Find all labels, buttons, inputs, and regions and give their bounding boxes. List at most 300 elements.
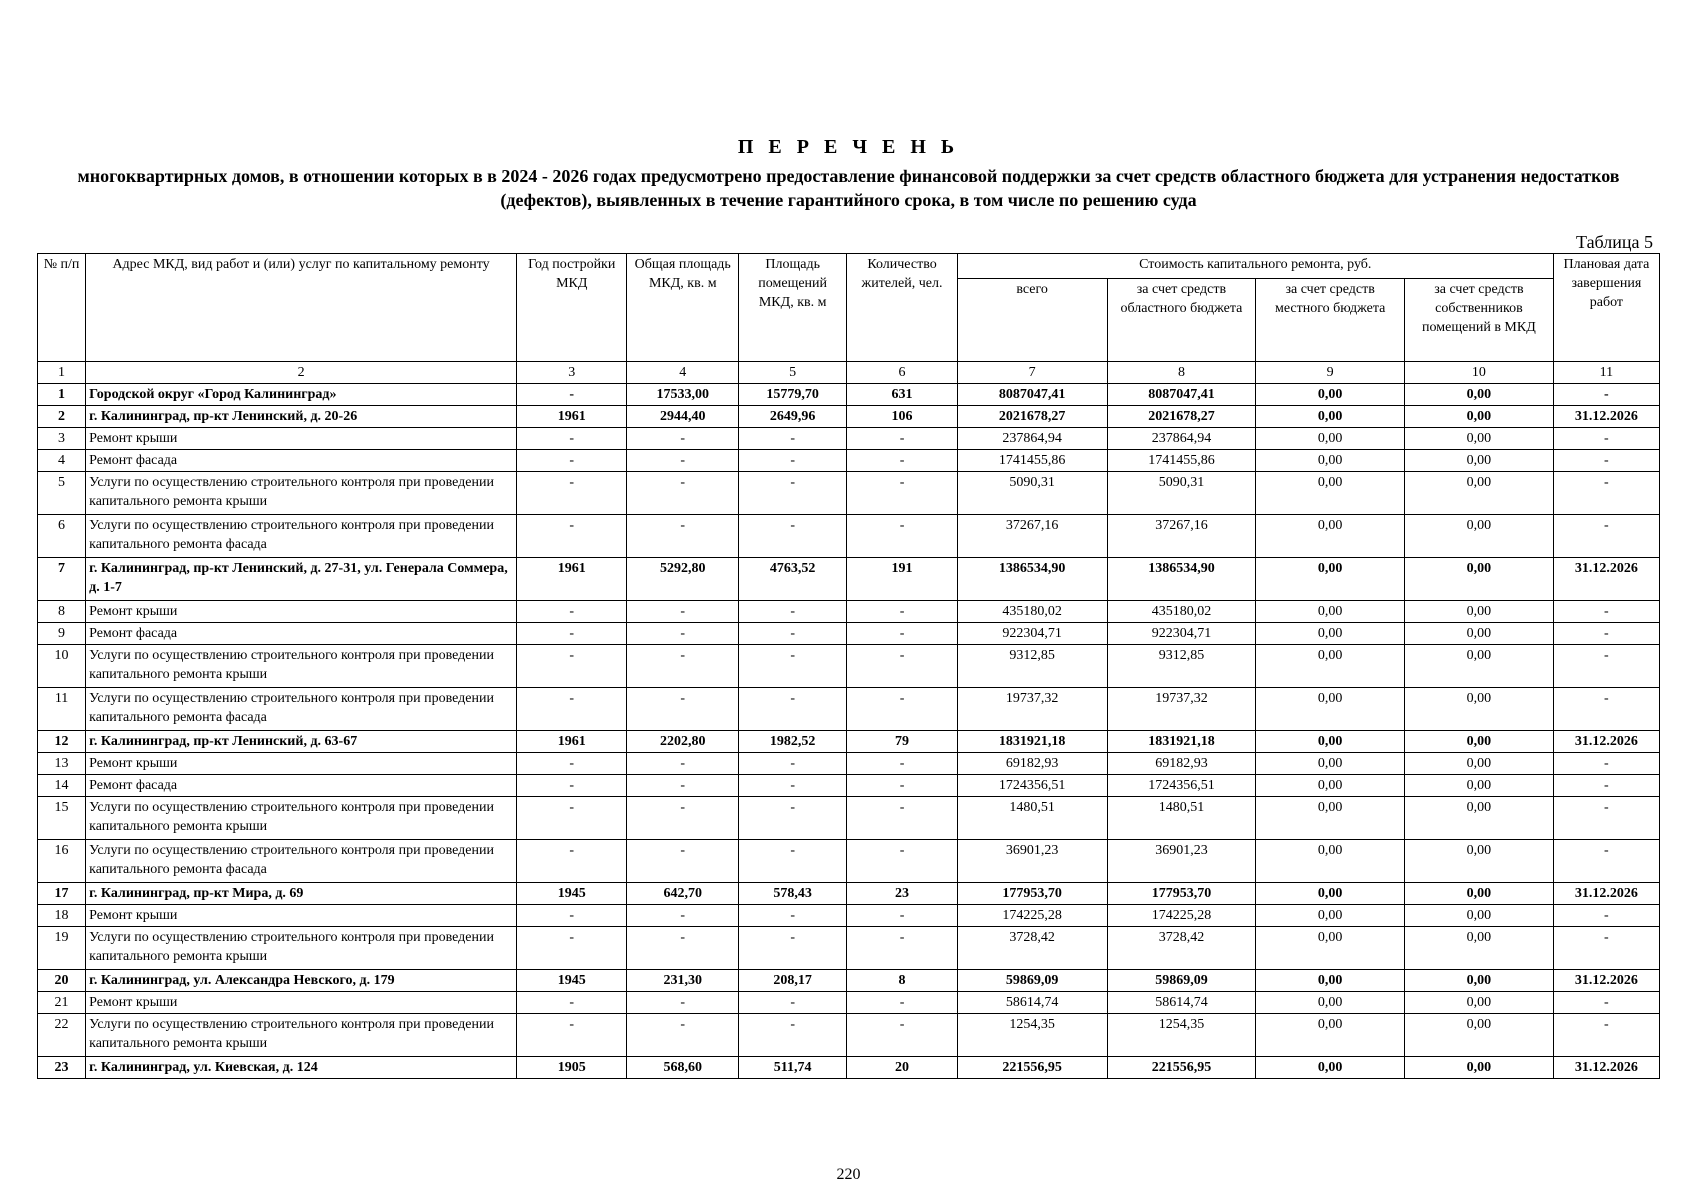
row-cost-total-cell: 1480,51 <box>957 797 1107 840</box>
row-cost-regional-cell: 59869,09 <box>1107 970 1256 992</box>
row-number-cell: 23 <box>38 1057 86 1079</box>
row-year-cell: - <box>517 927 627 970</box>
row-total-area-cell: - <box>627 753 739 775</box>
row-cost-total-cell: 59869,09 <box>957 970 1107 992</box>
row-year-cell: - <box>517 775 627 797</box>
row-cost-local-cell: 0,00 <box>1256 883 1405 905</box>
row-cost-total-cell: 174225,28 <box>957 905 1107 927</box>
row-cost-total-cell: 9312,85 <box>957 645 1107 688</box>
row-cost-owners-cell: 0,00 <box>1405 905 1554 927</box>
row-year-cell: - <box>517 645 627 688</box>
row-name-cell: Ремонт крыши <box>86 753 517 775</box>
row-name-cell: г. Калининград, пр-кт Ленинский, д. 20-26 <box>86 406 517 428</box>
row-residents-cell: - <box>847 601 957 623</box>
row-residents-cell: 631 <box>847 384 957 406</box>
row-cost-owners-cell: 0,00 <box>1405 623 1554 645</box>
row-total-area-cell: - <box>627 927 739 970</box>
row-cost-owners-cell: 0,00 <box>1405 384 1554 406</box>
column-number: 1 <box>38 362 86 384</box>
row-total-area-cell: - <box>627 840 739 883</box>
table-row <box>38 558 1660 601</box>
row-name-cell: Услуги по осуществлению строительного контроля при проведении капитального ремонта крыши <box>86 1014 517 1057</box>
row-room-area-cell: - <box>739 450 847 472</box>
header-num: № п/п <box>38 254 86 362</box>
row-room-area-cell: - <box>739 905 847 927</box>
row-end-date-cell: 31.12.2026 <box>1553 1057 1659 1079</box>
row-number-cell: 20 <box>38 970 86 992</box>
column-number: 11 <box>1553 362 1659 384</box>
header-cost-owners: за счет средств собственников помещений в МКД <box>1405 279 1554 362</box>
row-name-cell: г. Калининград, пр-кт Ленинский, д. 63-67 <box>86 731 517 753</box>
row-cost-owners-cell: 0,00 <box>1405 775 1554 797</box>
row-end-date-cell: - <box>1553 753 1659 775</box>
row-cost-total-cell: 36901,23 <box>957 840 1107 883</box>
table-row <box>38 688 1660 731</box>
row-room-area-cell: - <box>739 840 847 883</box>
row-residents-cell: 23 <box>847 883 957 905</box>
row-cost-owners-cell: 0,00 <box>1405 558 1554 601</box>
row-cost-owners-cell: 0,00 <box>1405 927 1554 970</box>
row-number-cell: 9 <box>38 623 86 645</box>
row-room-area-cell: - <box>739 992 847 1014</box>
table-row <box>38 645 1660 688</box>
row-residents-cell: 79 <box>847 731 957 753</box>
row-name-cell: Городской округ «Город Калининград» <box>86 384 517 406</box>
row-number-cell: 22 <box>38 1014 86 1057</box>
row-cost-owners-cell: 0,00 <box>1405 731 1554 753</box>
row-cost-regional-cell: 8087047,41 <box>1107 384 1256 406</box>
header-room-area: Площадь помещений МКД, кв. м <box>739 254 847 362</box>
table-row <box>38 450 1660 472</box>
column-number: 6 <box>847 362 957 384</box>
row-number-cell: 15 <box>38 797 86 840</box>
row-number-cell: 5 <box>38 472 86 515</box>
row-residents-cell: - <box>847 515 957 558</box>
row-end-date-cell: - <box>1553 472 1659 515</box>
row-residents-cell: - <box>847 840 957 883</box>
row-room-area-cell: - <box>739 797 847 840</box>
row-cost-local-cell: 0,00 <box>1256 384 1405 406</box>
row-total-area-cell: - <box>627 775 739 797</box>
table-row <box>38 731 1660 753</box>
header-year: Год постройки МКД <box>517 254 627 362</box>
row-cost-total-cell: 69182,93 <box>957 753 1107 775</box>
column-number: 4 <box>627 362 739 384</box>
row-name-cell: Услуги по осуществлению строительного контроля при проведении капитального ремонта фасада <box>86 515 517 558</box>
row-cost-total-cell: 2021678,27 <box>957 406 1107 428</box>
row-cost-owners-cell: 0,00 <box>1405 406 1554 428</box>
row-year-cell: - <box>517 384 627 406</box>
row-year-cell: - <box>517 840 627 883</box>
row-room-area-cell: 2649,96 <box>739 406 847 428</box>
row-end-date-cell: - <box>1553 428 1659 450</box>
row-room-area-cell: 1982,52 <box>739 731 847 753</box>
row-cost-total-cell: 37267,16 <box>957 515 1107 558</box>
table-row <box>38 1057 1660 1079</box>
row-name-cell: Услуги по осуществлению строительного контроля при проведении капитального ремонта фасада <box>86 840 517 883</box>
row-total-area-cell: 231,30 <box>627 970 739 992</box>
row-total-area-cell: - <box>627 450 739 472</box>
row-residents-cell: 106 <box>847 406 957 428</box>
table-row <box>38 775 1660 797</box>
row-total-area-cell: 568,60 <box>627 1057 739 1079</box>
row-cost-total-cell: 1386534,90 <box>957 558 1107 601</box>
row-year-cell: 1961 <box>517 731 627 753</box>
row-cost-owners-cell: 0,00 <box>1405 515 1554 558</box>
table-label: Таблица 5 <box>1576 232 1653 252</box>
row-total-area-cell: - <box>627 1014 739 1057</box>
table-header <box>38 254 1660 384</box>
row-cost-regional-cell: 5090,31 <box>1107 472 1256 515</box>
column-number: 3 <box>517 362 627 384</box>
table-row <box>38 797 1660 840</box>
table-row <box>38 927 1660 970</box>
row-number-cell: 1 <box>38 384 86 406</box>
row-total-area-cell: 2202,80 <box>627 731 739 753</box>
row-residents-cell: - <box>847 472 957 515</box>
row-total-area-cell: - <box>627 623 739 645</box>
row-cost-local-cell: 0,00 <box>1256 970 1405 992</box>
header-residents: Количество жителей, чел. <box>847 254 957 362</box>
row-end-date-cell: 31.12.2026 <box>1553 558 1659 601</box>
row-number-cell: 13 <box>38 753 86 775</box>
row-name-cell: г. Калининград, пр-кт Ленинский, д. 27-31, ул. Генерала Соммера, д. 1-7 <box>86 558 517 601</box>
row-room-area-cell: - <box>739 775 847 797</box>
row-end-date-cell: - <box>1553 515 1659 558</box>
row-cost-regional-cell: 177953,70 <box>1107 883 1256 905</box>
row-residents-cell: - <box>847 927 957 970</box>
row-cost-regional-cell: 2021678,27 <box>1107 406 1256 428</box>
row-cost-owners-cell: 0,00 <box>1405 970 1554 992</box>
row-cost-local-cell: 0,00 <box>1256 645 1405 688</box>
row-cost-local-cell: 0,00 <box>1256 515 1405 558</box>
row-cost-local-cell: 0,00 <box>1256 450 1405 472</box>
row-cost-regional-cell: 36901,23 <box>1107 840 1256 883</box>
row-cost-owners-cell: 0,00 <box>1405 428 1554 450</box>
row-room-area-cell: 511,74 <box>739 1057 847 1079</box>
row-name-cell: Услуги по осуществлению строительного контроля при проведении капитального ремонта крыши <box>86 472 517 515</box>
row-end-date-cell: - <box>1553 905 1659 927</box>
row-cost-total-cell: 1254,35 <box>957 1014 1107 1057</box>
row-cost-total-cell: 435180,02 <box>957 601 1107 623</box>
row-number-cell: 11 <box>38 688 86 731</box>
row-end-date-cell: 31.12.2026 <box>1553 406 1659 428</box>
row-cost-local-cell: 0,00 <box>1256 905 1405 927</box>
row-cost-regional-cell: 37267,16 <box>1107 515 1256 558</box>
row-end-date-cell: - <box>1553 450 1659 472</box>
row-cost-total-cell: 5090,31 <box>957 472 1107 515</box>
row-room-area-cell: - <box>739 645 847 688</box>
row-total-area-cell: 2944,40 <box>627 406 739 428</box>
row-year-cell: - <box>517 515 627 558</box>
row-name-cell: Услуги по осуществлению строительного контроля при проведении капитального ремонта крыши <box>86 797 517 840</box>
row-year-cell: 1961 <box>517 558 627 601</box>
row-cost-regional-cell: 3728,42 <box>1107 927 1256 970</box>
table-row <box>38 1014 1660 1057</box>
row-residents-cell: 191 <box>847 558 957 601</box>
repair-list-table <box>37 253 1660 1079</box>
row-room-area-cell: - <box>739 515 847 558</box>
row-residents-cell: - <box>847 775 957 797</box>
row-cost-total-cell: 8087047,41 <box>957 384 1107 406</box>
row-end-date-cell: - <box>1553 688 1659 731</box>
row-end-date-cell: - <box>1553 384 1659 406</box>
row-year-cell: 1905 <box>517 1057 627 1079</box>
row-residents-cell: - <box>847 645 957 688</box>
row-room-area-cell: - <box>739 428 847 450</box>
row-cost-owners-cell: 0,00 <box>1405 645 1554 688</box>
header-cost-total: всего <box>957 279 1107 362</box>
row-residents-cell: - <box>847 450 957 472</box>
row-total-area-cell: - <box>627 472 739 515</box>
row-year-cell: - <box>517 450 627 472</box>
row-name-cell: Ремонт фасада <box>86 450 517 472</box>
row-cost-owners-cell: 0,00 <box>1405 1057 1554 1079</box>
row-room-area-cell: - <box>739 753 847 775</box>
row-cost-regional-cell: 1480,51 <box>1107 797 1256 840</box>
row-cost-owners-cell: 0,00 <box>1405 450 1554 472</box>
column-number: 5 <box>739 362 847 384</box>
row-residents-cell: 8 <box>847 970 957 992</box>
row-number-cell: 2 <box>38 406 86 428</box>
table-row <box>38 384 1660 406</box>
row-name-cell: Услуги по осуществлению строительного контроля при проведении капитального ремонта фасада <box>86 688 517 731</box>
row-residents-cell: - <box>847 623 957 645</box>
row-total-area-cell: 642,70 <box>627 883 739 905</box>
row-cost-regional-cell: 1254,35 <box>1107 1014 1256 1057</box>
row-number-cell: 17 <box>38 883 86 905</box>
row-end-date-cell: - <box>1553 927 1659 970</box>
row-year-cell: - <box>517 601 627 623</box>
row-cost-total-cell: 237864,94 <box>957 428 1107 450</box>
row-cost-total-cell: 3728,42 <box>957 927 1107 970</box>
row-name-cell: Ремонт крыши <box>86 428 517 450</box>
row-cost-local-cell: 0,00 <box>1256 406 1405 428</box>
row-name-cell: Ремонт фасада <box>86 775 517 797</box>
row-cost-regional-cell: 922304,71 <box>1107 623 1256 645</box>
row-year-cell: - <box>517 1014 627 1057</box>
row-year-cell: 1945 <box>517 970 627 992</box>
row-number-cell: 12 <box>38 731 86 753</box>
row-cost-regional-cell: 221556,95 <box>1107 1057 1256 1079</box>
row-name-cell: г. Калининград, ул. Киевская, д. 124 <box>86 1057 517 1079</box>
row-residents-cell: - <box>847 797 957 840</box>
row-total-area-cell: - <box>627 688 739 731</box>
document-subtitle: многоквартирных домов, в отношении которых в в 2024 - 2026 годах предусмотрено предоставление финансовой поддержки за счет средств областного бюджета для устранения недостатков (дефектов), выявленных в течение гарантийного срока, в том числе по решению суда <box>77 166 1620 210</box>
row-cost-local-cell: 0,00 <box>1256 601 1405 623</box>
row-end-date-cell: - <box>1553 1014 1659 1057</box>
row-cost-local-cell: 0,00 <box>1256 753 1405 775</box>
row-total-area-cell: - <box>627 601 739 623</box>
table-row <box>38 970 1660 992</box>
row-year-cell: - <box>517 428 627 450</box>
row-residents-cell: - <box>847 688 957 731</box>
row-residents-cell: - <box>847 753 957 775</box>
row-total-area-cell: - <box>627 905 739 927</box>
header-cost-local: за счет средств местного бюджета <box>1256 279 1405 362</box>
table-row <box>38 472 1660 515</box>
row-number-cell: 8 <box>38 601 86 623</box>
row-total-area-cell: - <box>627 645 739 688</box>
row-name-cell: Услуги по осуществлению строительного контроля при проведении капитального ремонта крыши <box>86 927 517 970</box>
row-number-cell: 14 <box>38 775 86 797</box>
row-cost-regional-cell: 1724356,51 <box>1107 775 1256 797</box>
row-name-cell: Услуги по осуществлению строительного контроля при проведении капитального ремонта крыши <box>86 645 517 688</box>
row-residents-cell: - <box>847 992 957 1014</box>
table-row <box>38 406 1660 428</box>
row-number-cell: 4 <box>38 450 86 472</box>
row-residents-cell: 20 <box>847 1057 957 1079</box>
row-number-cell: 18 <box>38 905 86 927</box>
row-cost-local-cell: 0,00 <box>1256 731 1405 753</box>
row-cost-local-cell: 0,00 <box>1256 558 1405 601</box>
row-year-cell: - <box>517 472 627 515</box>
header-end-date: Плановая дата завершения работ <box>1553 254 1659 362</box>
row-cost-regional-cell: 1386534,90 <box>1107 558 1256 601</box>
row-cost-regional-cell: 58614,74 <box>1107 992 1256 1014</box>
row-name-cell: г. Калининград, пр-кт Мира, д. 69 <box>86 883 517 905</box>
row-name-cell: Ремонт крыши <box>86 905 517 927</box>
row-cost-owners-cell: 0,00 <box>1405 688 1554 731</box>
row-room-area-cell: - <box>739 927 847 970</box>
row-room-area-cell: - <box>739 623 847 645</box>
row-residents-cell: - <box>847 428 957 450</box>
column-number: 10 <box>1405 362 1554 384</box>
row-year-cell: - <box>517 623 627 645</box>
row-year-cell: - <box>517 992 627 1014</box>
row-cost-local-cell: 0,00 <box>1256 428 1405 450</box>
row-cost-total-cell: 221556,95 <box>957 1057 1107 1079</box>
table-row <box>38 515 1660 558</box>
row-year-cell: - <box>517 905 627 927</box>
row-end-date-cell: - <box>1553 645 1659 688</box>
row-total-area-cell: - <box>627 515 739 558</box>
row-end-date-cell: 31.12.2026 <box>1553 970 1659 992</box>
row-name-cell: Ремонт фасада <box>86 623 517 645</box>
row-residents-cell: - <box>847 905 957 927</box>
row-end-date-cell: - <box>1553 797 1659 840</box>
table-row <box>38 883 1660 905</box>
table-row <box>38 601 1660 623</box>
row-cost-local-cell: 0,00 <box>1256 775 1405 797</box>
header-address: Адрес МКД, вид работ и (или) услуг по капитальному ремонту <box>86 254 517 362</box>
row-cost-owners-cell: 0,00 <box>1405 797 1554 840</box>
row-cost-total-cell: 1724356,51 <box>957 775 1107 797</box>
table-row <box>38 623 1660 645</box>
table-row <box>38 428 1660 450</box>
row-cost-local-cell: 0,00 <box>1256 992 1405 1014</box>
row-cost-regional-cell: 9312,85 <box>1107 645 1256 688</box>
row-cost-regional-cell: 435180,02 <box>1107 601 1256 623</box>
row-end-date-cell: 31.12.2026 <box>1553 731 1659 753</box>
row-room-area-cell: - <box>739 1014 847 1057</box>
table-body <box>38 384 1660 1079</box>
row-cost-local-cell: 0,00 <box>1256 797 1405 840</box>
row-cost-total-cell: 19737,32 <box>957 688 1107 731</box>
row-end-date-cell: 31.12.2026 <box>1553 883 1659 905</box>
row-room-area-cell: - <box>739 472 847 515</box>
row-cost-regional-cell: 174225,28 <box>1107 905 1256 927</box>
row-number-cell: 10 <box>38 645 86 688</box>
row-cost-owners-cell: 0,00 <box>1405 840 1554 883</box>
row-cost-regional-cell: 1741455,86 <box>1107 450 1256 472</box>
column-numbers-row <box>38 362 1660 384</box>
row-number-cell: 3 <box>38 428 86 450</box>
row-end-date-cell: - <box>1553 601 1659 623</box>
row-total-area-cell: 17533,00 <box>627 384 739 406</box>
row-name-cell: г. Калининград, ул. Александра Невского, д. 179 <box>86 970 517 992</box>
row-cost-local-cell: 0,00 <box>1256 1014 1405 1057</box>
row-cost-total-cell: 1741455,86 <box>957 450 1107 472</box>
column-number: 7 <box>957 362 1107 384</box>
column-number: 9 <box>1256 362 1405 384</box>
row-year-cell: - <box>517 688 627 731</box>
header-cost-regional: за счет средств областного бюджета <box>1107 279 1256 362</box>
row-number-cell: 16 <box>38 840 86 883</box>
row-number-cell: 6 <box>38 515 86 558</box>
row-cost-regional-cell: 1831921,18 <box>1107 731 1256 753</box>
table-row <box>38 840 1660 883</box>
row-year-cell: - <box>517 797 627 840</box>
row-end-date-cell: - <box>1553 775 1659 797</box>
row-room-area-cell: 208,17 <box>739 970 847 992</box>
row-cost-regional-cell: 69182,93 <box>1107 753 1256 775</box>
row-name-cell: Ремонт крыши <box>86 992 517 1014</box>
row-name-cell: Ремонт крыши <box>86 601 517 623</box>
page-number: 220 <box>836 1166 861 1183</box>
row-total-area-cell: - <box>627 428 739 450</box>
row-cost-regional-cell: 237864,94 <box>1107 428 1256 450</box>
column-number: 2 <box>86 362 517 384</box>
document-title: П Е Р Е Ч Е Н Ь <box>737 136 960 158</box>
row-cost-total-cell: 922304,71 <box>957 623 1107 645</box>
row-room-area-cell: 578,43 <box>739 883 847 905</box>
row-cost-total-cell: 58614,74 <box>957 992 1107 1014</box>
row-cost-regional-cell: 19737,32 <box>1107 688 1256 731</box>
row-cost-local-cell: 0,00 <box>1256 623 1405 645</box>
row-cost-owners-cell: 0,00 <box>1405 883 1554 905</box>
table-row <box>38 753 1660 775</box>
row-cost-local-cell: 0,00 <box>1256 1057 1405 1079</box>
row-total-area-cell: 5292,80 <box>627 558 739 601</box>
row-cost-owners-cell: 0,00 <box>1405 992 1554 1014</box>
row-room-area-cell: 15779,70 <box>739 384 847 406</box>
row-cost-total-cell: 177953,70 <box>957 883 1107 905</box>
table-row <box>38 992 1660 1014</box>
row-cost-total-cell: 1831921,18 <box>957 731 1107 753</box>
table-row <box>38 905 1660 927</box>
row-year-cell: 1945 <box>517 883 627 905</box>
row-year-cell: 1961 <box>517 406 627 428</box>
row-number-cell: 19 <box>38 927 86 970</box>
row-cost-owners-cell: 0,00 <box>1405 1014 1554 1057</box>
row-room-area-cell: - <box>739 688 847 731</box>
row-cost-owners-cell: 0,00 <box>1405 601 1554 623</box>
row-cost-local-cell: 0,00 <box>1256 927 1405 970</box>
header-cost-group: Стоимость капитального ремонта, руб. <box>957 254 1553 279</box>
row-end-date-cell: - <box>1553 840 1659 883</box>
row-year-cell: - <box>517 753 627 775</box>
row-cost-owners-cell: 0,00 <box>1405 472 1554 515</box>
row-end-date-cell: - <box>1553 992 1659 1014</box>
row-cost-local-cell: 0,00 <box>1256 688 1405 731</box>
row-number-cell: 21 <box>38 992 86 1014</box>
row-residents-cell: - <box>847 1014 957 1057</box>
row-cost-owners-cell: 0,00 <box>1405 753 1554 775</box>
row-cost-local-cell: 0,00 <box>1256 840 1405 883</box>
row-end-date-cell: - <box>1553 623 1659 645</box>
row-cost-local-cell: 0,00 <box>1256 472 1405 515</box>
